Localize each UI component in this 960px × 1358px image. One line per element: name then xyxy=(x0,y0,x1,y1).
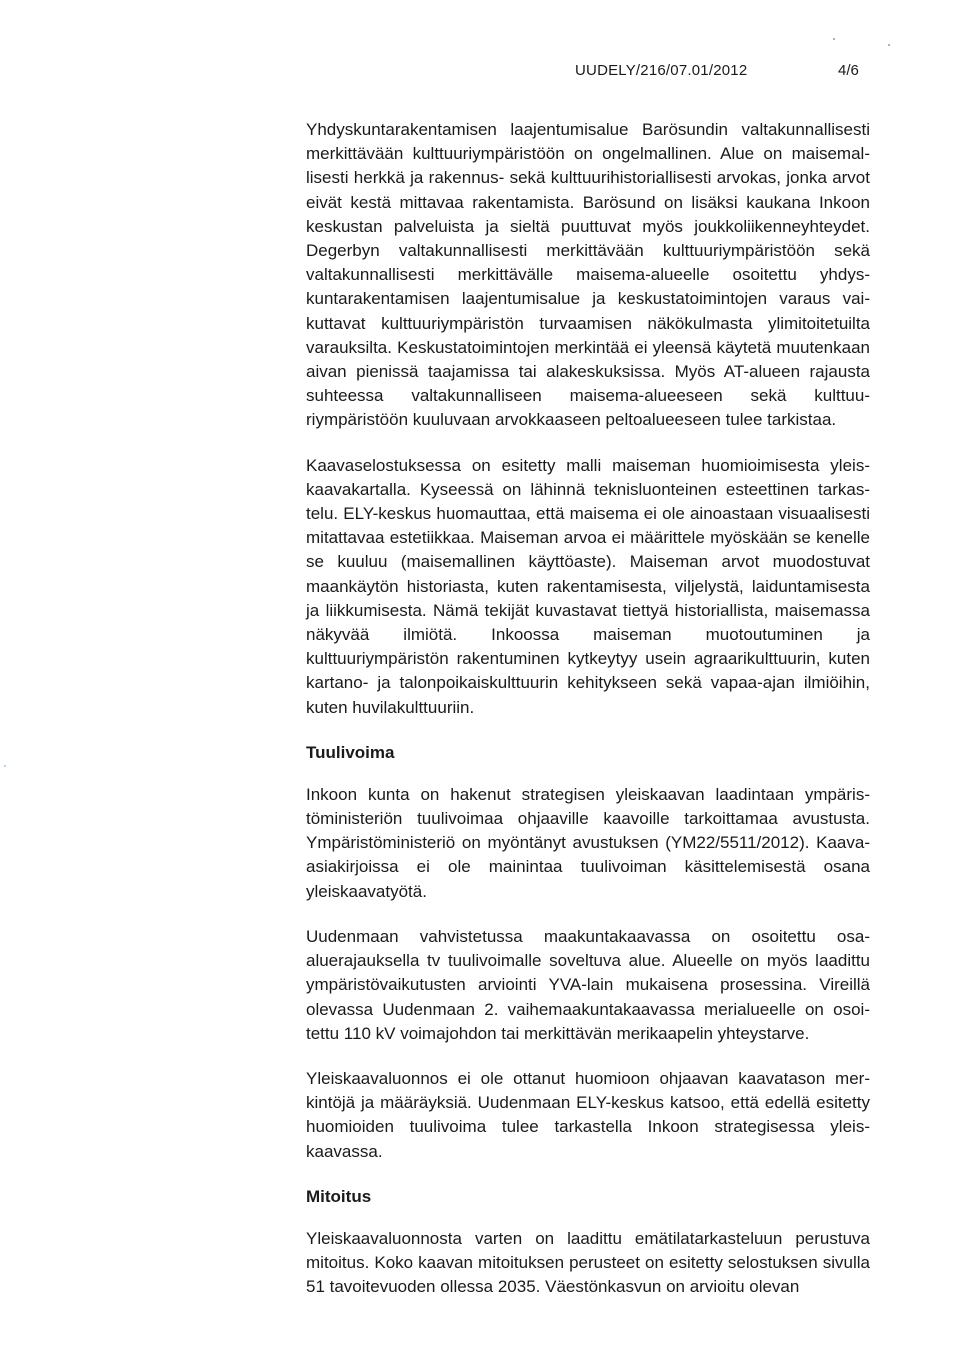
paragraph-regional-plan: Uudenmaan vahvistetussa maakuntakaavassa on osoitettu osaaluerajauksella tv tuulivoimalle soveltuva alue. Alueelle on myös laadittu ympäristövaikutusten arviointi YVA-lain mukaisena prosessina. Vireillä olevassa Uudenmaan 2. vaihemaakuntakaavassa merialueelle on osoitettu 110 kV voimajohdon tai merkittävän merikaapelin yhteystarve. xyxy=(306,926,870,1043)
paragraph-barosund: Yhdyskuntarakentamisen laajentumisalue Barösundin valtakunnallisesti merkittävään kulttuuriympäristöön on ongelmallinen. Alue on maisemallisesti herkkä ja rakennus- sekä kulttuurihistoriallisesti arvokas, jonka arvot eivät kestä mittavaa rakentamista. Barösund on lisäksi kaukana Inkoon keskustan palveluista ja sieltä puuttuvat myös joukkoliikenneyhteydet. Degerbyn valtakunnallisesti merkittävään kulttuuriympäristöön sekä valtakunnallisesti merkittävälle maisema-alueelle osoitettu yhdyskuntarakentamisen laajentumisalue ja keskustatoimintojen varaus vaikuttavat kulttuuriympäristön turvaamisen näkökulmasta ylimitoitetuilta varauksilta. Keskustatoimintojen merkintää ei yleensä käytetä muutenkaan aivan pienissä taajamissa tai alakeskuksissa. Myös AT-alueen rajausta suhteessa valtakunnalliseen maisema-alueeseen sekä kulttuuriympäristöön kuuluvaan arvokkaaseen peltoalueeseen tulee tarkistaa. xyxy=(306,120,870,430)
scan-speck xyxy=(4,765,6,767)
paragraph-wind-grant: Inkoon kunta on hakenut strategisen yleiskaavan laadintaan ympäristöministeriön tuulivoimaa ohjaaville kaavoille tarkoittamaa avustusta. Ympäristöministeriö on myöntänyt avustuksen (YM22/5511/2012). Kaava-asiakirjoissa ei ole mainintaa tuulivoiman käsittelemisestä osana yleiskaavatyötä. xyxy=(306,784,870,901)
paragraph-ely-opinion: Yleiskaavaluonnos ei ole ottanut huomioon ohjaavan kaavatason merkintöjä ja määräyksiä. Uudenmaan ELY-keskus katsoo, että edellä esitetty huomioiden tuulivoima tulee tarkastella Inkoon strategisessa yleiskaavassa. xyxy=(306,1068,870,1161)
heading-tuulivoima: Tuulivoima xyxy=(306,742,395,762)
paragraph-landscape: Kaavaselostuksessa on esitetty malli maiseman huomioimisesta yleiskaavakartalla. Kyseessä on lähinnä teknisluonteinen esteettinen tarkastelu. ELY-keskus huomauttaa, että maisema ei ole ainoastaan visuaalisesti mitattavaa estetiikkaa. Maiseman arvoa ei määrittele myöskään se kenelle se kuuluu (maisemallinen käyttöaste). Maiseman arvot muodostuvat maankäytön historiasta, kuten rakentamisesta, viljelystä, laiduntamisesta ja liikkumisesta. Nämä tekijät kuvastavat tiettyä historiallista, maisemassa näkyvää ilmiötä. Inkoossa maiseman muotoutuminen ja kulttuuriympäristön rakentuminen kytkeytyy usein agraarikulttuurin, kuten kartano- ja talonpoikaiskulttuurin kehitykseen sekä vapaa-ajan ilmiöihin, kuten huvilakulttuuriin. xyxy=(306,455,870,717)
scan-speck xyxy=(888,44,890,46)
page-number: 4/6 xyxy=(838,62,859,79)
document-body xyxy=(306,118,870,1299)
document-reference: UUDELY/216/07.01/2012 xyxy=(575,62,748,79)
paragraph-dimensioning: Yleiskaavaluonnosta varten on laadittu emätilatarkasteluun perustuva mitoitus. Koko kaavan mitoituksen perusteet on esitetty selostuksen sivulla 51 tavoitevuoden ollessa 2035. Väestönkasvun on arvioitu olevan xyxy=(306,1228,870,1297)
heading-mitoitus: Mitoitus xyxy=(306,1186,372,1206)
scan-speck xyxy=(833,38,835,40)
